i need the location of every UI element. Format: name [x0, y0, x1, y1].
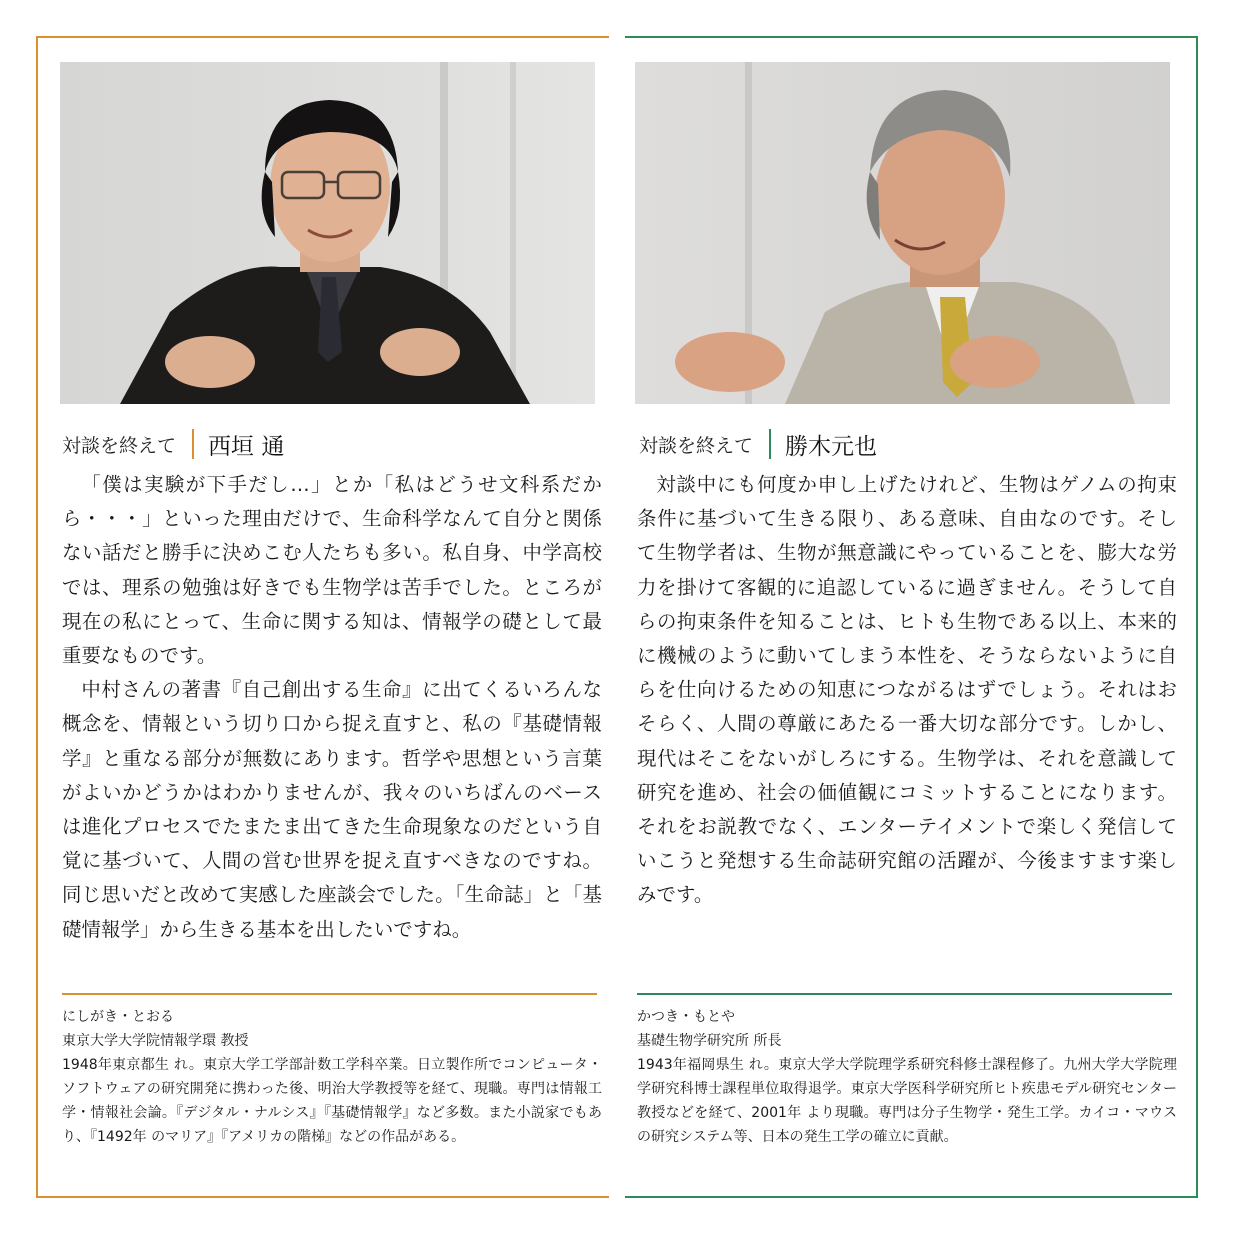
- paragraph: 「僕は実験が下手だし…」とか「私はどうせ文科系だから・・・」といった理由だけで、生命科学なんて自分と関係ない話だと勝手に決めこむ人たちも多い。私自身、中学高校では、理系の勉強は好きでも生物学は苦手でした。ところが現在の私にとって、生命に関する知は、情報学の礎として最重要なものです。: [62, 473, 602, 668]
- heading-divider: [192, 429, 194, 459]
- portrait-illustration: [635, 62, 1170, 404]
- portrait-illustration: [60, 62, 595, 404]
- portrait-photo-katsuki: [635, 62, 1170, 404]
- heading-label: 対談を終えて: [62, 434, 177, 457]
- name-reading: かつき・もとや: [637, 1009, 735, 1025]
- affiliation: 基礎生物学研究所 所長: [637, 1033, 782, 1049]
- speaker-name: 西垣 通: [208, 433, 285, 460]
- biography: 1948年東京都生 れ。東京大学工学部計数工学科卒業。日立製作所でコンピュータ・ソフトウェアの研究開発に携わった後、明治大学教授等を経て、現職。専門は情報工学・情報社会論。『デジタル・ナルシス』『基礎情報学』など多数。また小説家でもあり、『1492年 のマリア』『アメリカの階梯』などの作品がある。: [62, 1057, 602, 1145]
- section-heading: [62, 426, 284, 462]
- biography: 1943年福岡県生 れ。東京大学大学院理学系研究科修士課程修了。九州大学大学院理学研究科博士課程単位取得退学。東京大学医科学研究所ヒト疾患モデル研究センター教授などを経て、2001年 より現職。専門は分子生物学・発生工学。カイコ・マウスの研究システム等、日本の発生工学の確立に貢献。: [637, 1057, 1177, 1145]
- paragraph: 中村さんの著書『自己創出する生命』に出てくるいろんな概念を、情報という切り口から捉え直すと、私の『基礎情報学』と重なる部分が無数にあります。哲学や思想という言葉がよいかどうかはわかりませんが、我々のいちばんのベースは進化プロセスでたまたま出てきた生命現象なのだという自覚に基づいて、人間の営む世界を捉え直すべきなのですね。同じ思いだと改めて実感した座談会でした。「生命誌」と「基礎情報学」から生きる基本を出したいですね。: [62, 678, 602, 941]
- profile-divider: [62, 993, 597, 995]
- left-panel: [36, 36, 609, 1198]
- paragraph: 対談中にも何度か申し上げたけれど、生物はゲノムの拘束条件に基づいて生きる限り、ある意味、自由なのです。そして生物学者は、生物が無意識にやっていることを、膨大な労力を掛けて客観的に追認しているに過ぎません。そうして自らの拘束条件を知ることは、ヒトも生物である以上、本来的に機械のように動いてしまう本性を、そうならないように自らを仕向けるための知恵につながるはずでしょう。それはおそらく、人間の尊厳にあたる一番大切な部分です。しかし、現代はそこをないがしろにする。生物学は、それを意識して研究を進め、社会の価値観にコミットすることになります。それをお説教でなく、エンターテイメントで楽しく発信していこうと発想する生命誌研究館の活躍が、今後ますます楽しみです。: [637, 473, 1177, 907]
- right-panel: [625, 36, 1198, 1198]
- affiliation: 東京大学大学院情報学環 教授: [62, 1033, 249, 1049]
- profile-block: [637, 1005, 1177, 1149]
- profile-block: [62, 1005, 602, 1149]
- profile-divider: [637, 993, 1172, 995]
- reflection-text: [62, 468, 602, 947]
- portrait-photo-nishigaki: [60, 62, 595, 404]
- name-reading: にしがき・とおる: [62, 1009, 174, 1025]
- heading-divider: [769, 429, 771, 459]
- speaker-name: 勝木元也: [785, 433, 878, 460]
- reflection-text: [637, 468, 1177, 913]
- heading-label: 対談を終えて: [639, 434, 754, 457]
- section-heading: [639, 426, 877, 462]
